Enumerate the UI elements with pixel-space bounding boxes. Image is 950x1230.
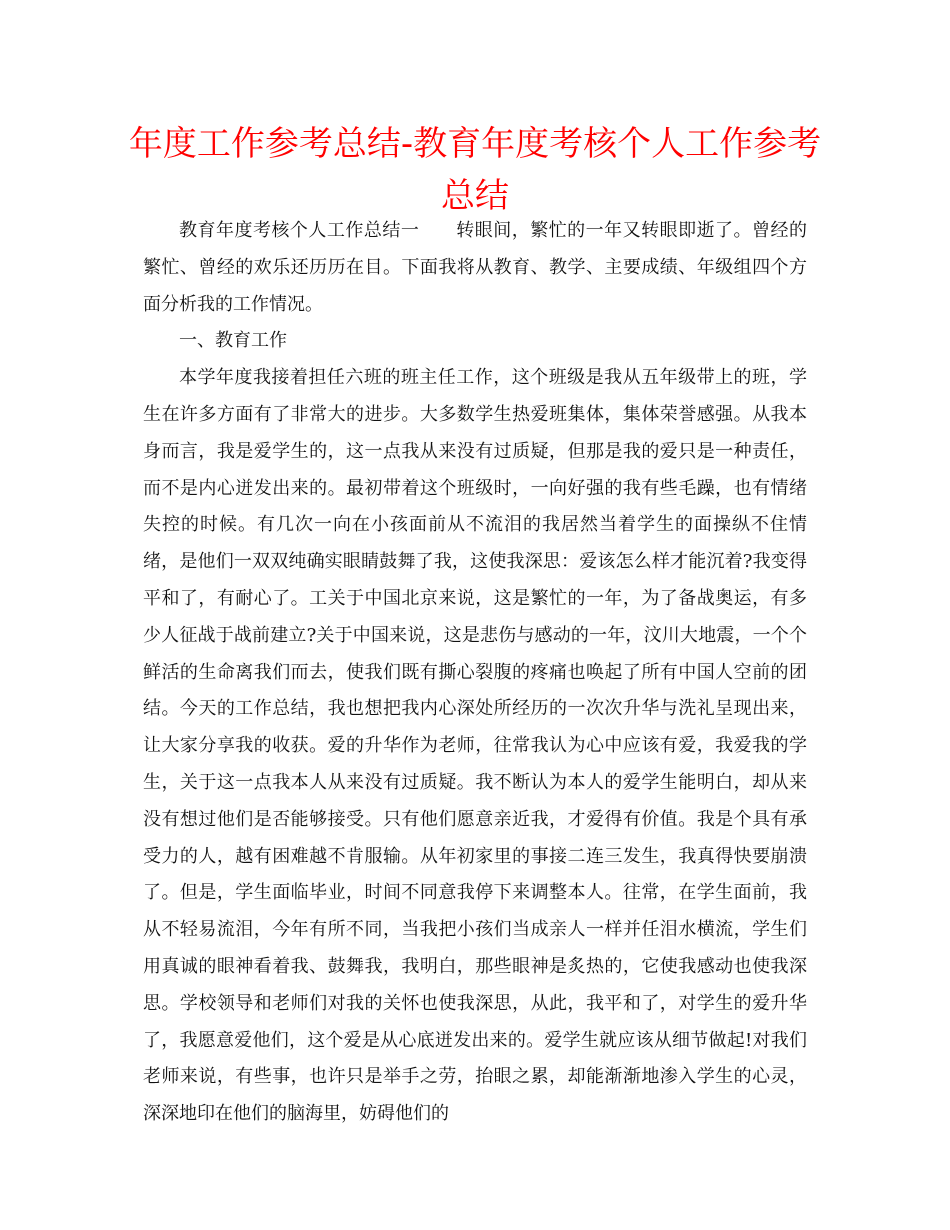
document-title: 年度工作参考总结-教育年度考核个人工作参考总结 <box>128 124 822 216</box>
document-body <box>143 213 807 1133</box>
section-heading-education: 一、教育工作 <box>179 330 287 352</box>
body-paragraph: 本学年度我接着担任六班的班主任工作，这个班级是我从五年级带上的班，学生在许多方面有了非常大的进步。大多数学生热爱班集体，集体荣誉感强。从我本身而言，我是爱学生的，这一点我从来没有过质疑，但那是我的爱只是一种责任，而不是内心迸发出来的。最初带着这个班级时，一向好强的我有些毛躁，也有情绪失控的时候。有几次一向在小孩面前从不流泪的我居然当着学生的面操纵不住情绪，是他们一双双纯确实眼睛鼓舞了我，这使我深思：爱该怎么样才能沉着?我变得平和了，有耐心了。工关于中国北京来说，这是繁忙的一年，为了备战奥运，有多少人征战于战前建立?关于中国来说，这是悲伤与感动的一年，汶川大地震，一个个鲜活的生命离我们而去，使我们既有撕心裂腹的疼痛也唤起了所有中国人空前的团结。今天的工作总结，我也想把我内心深处所经历的一次次升华与洗礼呈现出来，让大家分享我的收获。爱的升华作为老师，往常我认为心中应该有爱，我爱我的学生，关于这一点我本人从来没有过质疑。我不断认为本人的爱学生能明白，却从来没有想过他们是否能够接受。只有他们愿意亲近我，才爱得有价值。我是个具有承受力的人，越有困难越不肯服输。从年初家里的事接二连三发生，我真得快要崩溃了。但是，学生面临毕业，时间不同意我停下来调整本人。往常，在学生面前，我从不轻易流泪，今年有所不同，当我把小孩们当成亲人一样并任泪水横流，学生们用真诚的眼神看着我、鼓舞我，我明白，那些眼神是炙热的，它使我感动也使我深思。学校领导和老师们对我的关怀也使我深思，从此，我平和了，对学生的爱升华了，我愿意爱他们，这个爱是从心底迸发出来的。爱学生就应该从细节做起!对我们老师来说，有些事，也许只是举手之劳，抬眼之累，却能渐渐地渗入学生的心灵，深深地印在他们的脑海里，妨碍他们的 <box>143 367 807 1125</box>
intro-paragraph: 教育年度考核个人工作总结一 转眼间，繁忙的一年又转眼即逝了。曾经的繁忙、曾经的欢乐还历历在目。下面我将从教育、教学、主要成绩、年级组四个方面分析我的工作情况。 <box>143 220 807 315</box>
